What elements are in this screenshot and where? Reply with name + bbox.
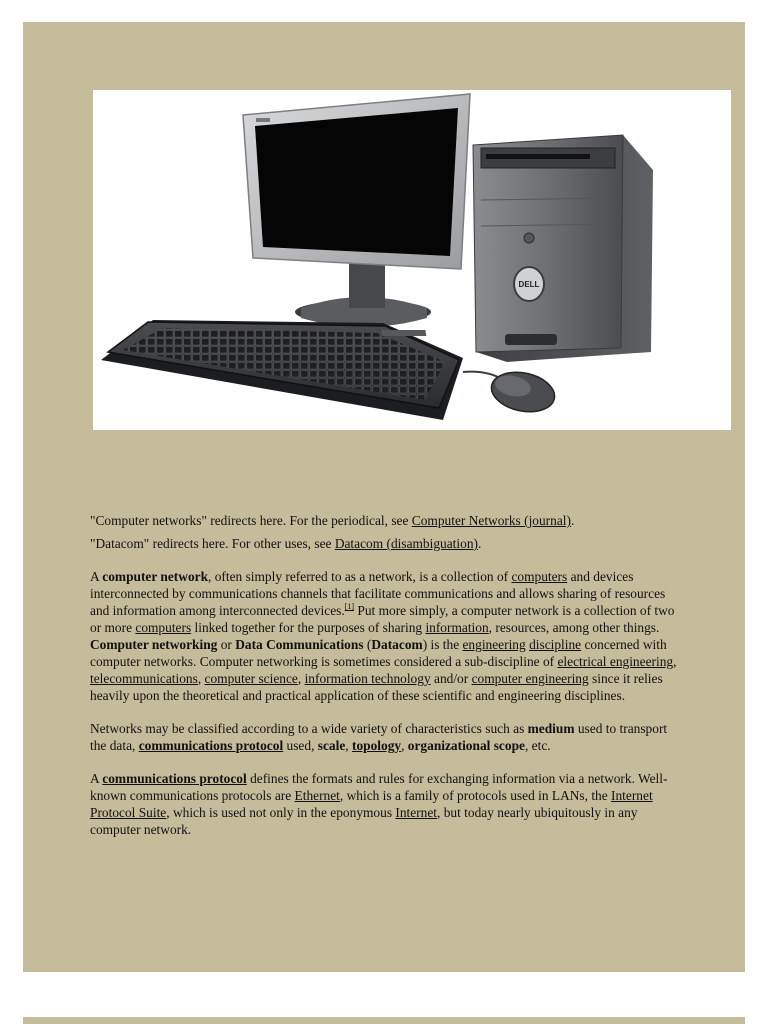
next-page-edge xyxy=(23,1017,745,1024)
text: and/or xyxy=(430,671,472,686)
paragraph-protocol xyxy=(90,770,680,838)
text: A xyxy=(90,771,103,786)
term-computer-network: computer network xyxy=(102,569,209,584)
text: ) is the xyxy=(422,637,463,652)
link-topology[interactable]: topology xyxy=(351,738,402,753)
link-information[interactable]: information xyxy=(425,620,489,635)
link-internet[interactable]: Internet xyxy=(395,805,438,820)
text: A xyxy=(90,569,103,584)
link-electrical-engineering[interactable]: electrical engineering xyxy=(557,654,674,669)
redirect-note-2 xyxy=(90,535,680,552)
text: Put more simply, a computer network is a collection of two or more xyxy=(90,603,675,635)
dell-logo: DELL xyxy=(518,280,540,289)
link-telecommunications[interactable]: telecommunications xyxy=(90,671,198,686)
link-computer-engineering[interactable]: computer engineering xyxy=(471,671,589,686)
link-information-technology[interactable]: information technology xyxy=(304,671,431,686)
text: , which is used not only in the eponymous xyxy=(166,805,396,820)
link-ethernet[interactable]: Ethernet xyxy=(294,788,340,803)
redirect-text: . xyxy=(477,536,482,551)
link-engineering[interactable]: engineering xyxy=(462,637,526,652)
term-scale: scale xyxy=(317,738,346,753)
redirect-text: . xyxy=(570,513,575,528)
text: , but today nearly ubiquitously in any computer network. xyxy=(90,805,638,837)
text: linked together for the purposes of sharing xyxy=(191,620,426,635)
desktop-computer-illustration xyxy=(93,90,731,430)
term-data-communications: Data Communications xyxy=(235,637,364,652)
text: ( xyxy=(363,637,372,652)
text: Networks may be classified according to a wide variety of characteristics such as xyxy=(90,721,528,736)
text: , which is a family of protocols used in LANs, the xyxy=(339,788,612,803)
paragraph-definition xyxy=(90,568,680,704)
term-computer-networking: Computer networking xyxy=(90,637,218,652)
link-communications-protocol[interactable]: communications protocol xyxy=(102,771,247,786)
link-datacom-disambiguation[interactable]: Datacom (disambiguation) xyxy=(334,536,478,551)
article-body xyxy=(90,512,680,838)
link-discipline[interactable]: discipline xyxy=(529,637,582,652)
text: , xyxy=(345,738,352,753)
text: , xyxy=(401,738,408,753)
link-computer-networks-journal[interactable]: Computer Networks (journal) xyxy=(411,513,571,528)
term-organizational-scope: organizational scope xyxy=(407,738,525,753)
link-computer-science[interactable]: computer science xyxy=(204,671,298,686)
citation-1[interactable]: [1] xyxy=(344,602,355,611)
text: , xyxy=(297,671,305,686)
text: , often simply referred to as a network, is a collection of xyxy=(208,569,512,584)
term-datacom: Datacom xyxy=(371,637,423,652)
redirect-text: "Datacom" redirects here. For other uses, see xyxy=(90,536,335,551)
text: , xyxy=(673,654,677,669)
text: , xyxy=(197,671,205,686)
redirect-note-1 xyxy=(90,512,680,529)
link-communications-protocol[interactable]: communications protocol xyxy=(138,738,284,753)
text: and devices interconnected by communications channels that facilitate communications and allows sharing of resources and information among interconnected devices. xyxy=(90,569,666,618)
computer-photo xyxy=(93,90,731,430)
text: defines the formats and rules for exchanging information via a network. Well-known communications protocols are xyxy=(90,771,668,803)
text: , etc. xyxy=(524,738,551,753)
paragraph-classification xyxy=(90,720,680,754)
text: used to transport the data, xyxy=(90,721,668,753)
text: used, xyxy=(283,738,318,753)
text: concerned with computer networks. Computer networking is sometimes considered a sub-discipline of xyxy=(90,637,667,669)
text: since it relies heavily upon the theoretical and practical application of these scientific and engineering disciplines. xyxy=(90,671,663,703)
link-computers[interactable]: computers xyxy=(511,569,568,584)
document-page xyxy=(23,22,745,972)
text: or xyxy=(217,637,236,652)
text: , resources, among other things. xyxy=(488,620,660,635)
pc-tower xyxy=(473,135,653,362)
link-computers[interactable]: computers xyxy=(135,620,192,635)
term-medium: medium xyxy=(527,721,575,736)
redirect-text: "Computer networks" redirects here. For the periodical, see xyxy=(90,513,412,528)
link-internet-protocol-suite[interactable]: Internet Protocol Suite xyxy=(90,788,653,820)
